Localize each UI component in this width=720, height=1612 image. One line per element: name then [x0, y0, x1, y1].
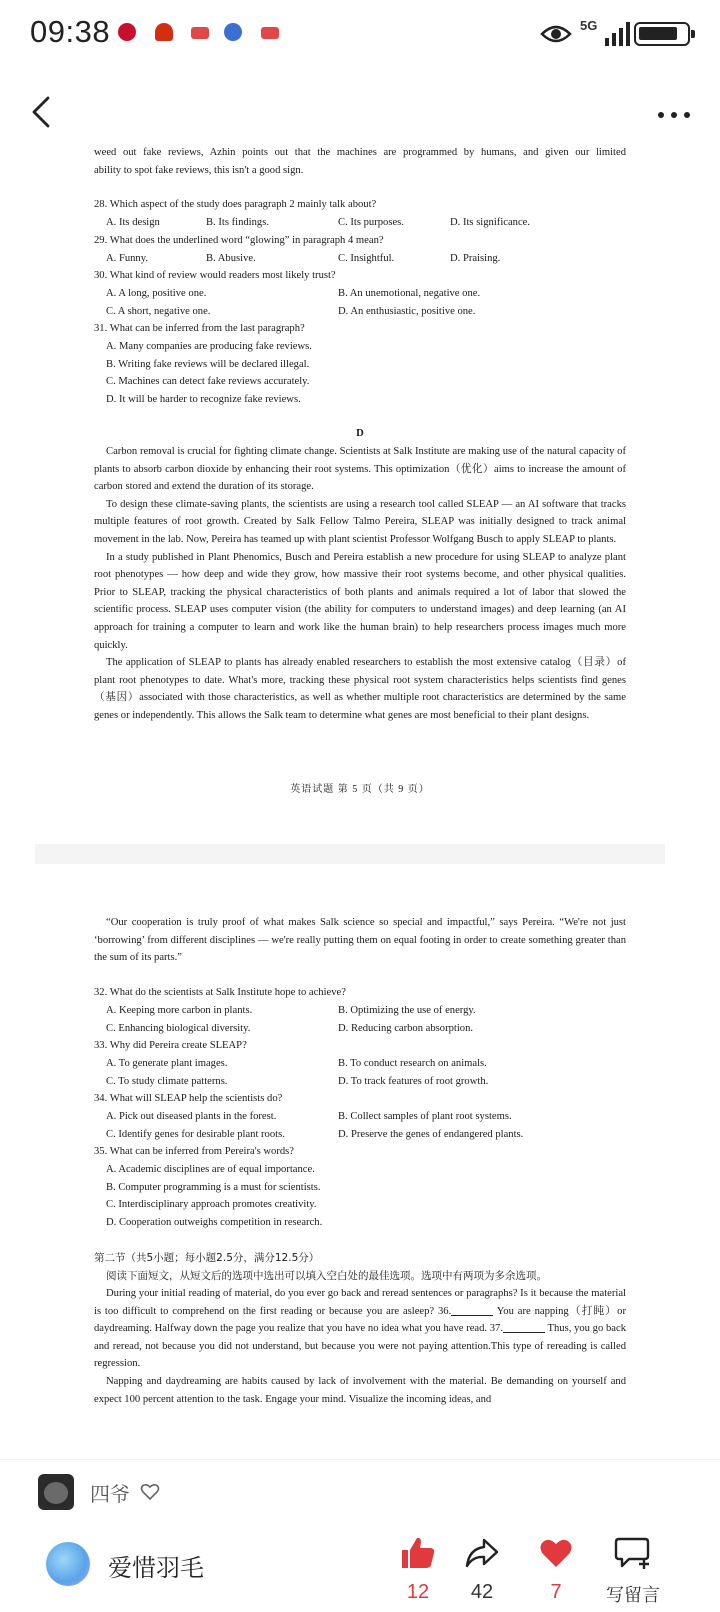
status-bar [0, 0, 720, 70]
option-d: D. To track features of root growth. [338, 1076, 489, 1087]
section-2-instructions: 阅读下面短文，从短文后的选项中选出可以填入空白处的最佳选项。选项中有两项为多余选项。 [106, 1270, 547, 1282]
page-divider [35, 844, 665, 864]
question-28-options [106, 214, 550, 232]
option-c: C. Its purposes. [338, 217, 404, 228]
quote-paragraph [94, 914, 626, 967]
network-type: 5G [580, 18, 598, 33]
author-name[interactable]: 爱惜羽毛 [108, 1554, 204, 1582]
option-b: B. An unemotional, negative one. [338, 288, 481, 299]
option-a: A. To generate plant images. [106, 1058, 228, 1069]
like-count: 12 [406, 1581, 430, 1603]
share-icon [464, 1536, 500, 1570]
blank-36 [451, 1304, 493, 1316]
blank-37 [503, 1321, 545, 1333]
eye-icon [540, 22, 572, 46]
option-d: D. Its significance. [450, 217, 531, 228]
question-32-options-ab [106, 1002, 570, 1020]
heart-outline-icon[interactable] [140, 1482, 160, 1502]
section-2-title: 第二节（共5小题；每小题2.5分，满分12.5分） [94, 1252, 320, 1264]
more-options-icon[interactable] [658, 112, 690, 118]
question-30-options-ab [106, 285, 570, 303]
paragraph: In a study published in Plant Phenomics, Busch and Pereira establish a new procedure for using SLEAP to analyze plant root phenotypes — how deep and wide they grow, how massive their root systems become, and other physical qualities. Prior to SLEAP, tracking the physical characteristics of both plants and animals required a lot of labor that slowed the scientific process. SLEAP uses computer vision (the ability for computers to understand images) and deep learning (an AI approach for training a computer to learn and work like the human brain) to help researchers process images much more quickly. [94, 551, 626, 651]
text-line: ability to spot fake reviews, this isn't a good sign. [94, 165, 304, 176]
option-a: A. Many companies are producing fake reviews. [106, 341, 312, 352]
nav-bar [0, 70, 720, 154]
commenter-avatar[interactable] [38, 1474, 74, 1510]
question-34: 34. What will SLEAP help the scientists do? [94, 1093, 283, 1104]
text-line: weed out fake reviews, Azhin points out that the machines are programmed by humans, and given our limited [94, 147, 626, 158]
question-30: 30. What kind of review would readers most likely trust? [94, 270, 336, 281]
paragraph: “Our cooperation is truly proof of what makes Salk science so special and impactful,” says Pereira. “We're not just ‘borrowing’ from different disciplines — we're really putting them on equal footing in order to create something greater than the sum of its parts.” [94, 917, 626, 964]
favorite-button[interactable] [526, 1536, 586, 1604]
comment-plus-icon [613, 1536, 653, 1570]
app-notification-icon [155, 23, 173, 41]
section-heading: D [356, 428, 364, 439]
question-35: 35. What can be inferred from Pereira's words? [94, 1146, 294, 1157]
author-avatar[interactable] [46, 1542, 90, 1586]
option-b: B. Collect samples of plant root systems. [338, 1111, 512, 1122]
comment-bar [0, 1459, 720, 1612]
paragraph: Carbon removal is crucial for fighting climate change. Scientists at Salk Institute are making use of the natural capacity of plants to absorb carbon dioxide by enhancing their root systems. This optimization（优化）aims to increase the amount of carbon stored and extend the duration of its storage. [94, 446, 626, 493]
page-footer: 英语试题 第 5 页（共 9 页） [290, 784, 430, 795]
option-a: A. Pick out diseased plants in the forest. [106, 1111, 277, 1122]
status-time: 09:38 [30, 14, 111, 49]
share-button[interactable] [452, 1536, 512, 1604]
paragraph: The application of SLEAP to plants has already enabled researchers to establish the most extensive catalog（目录）of plant root phenotypes to date. What's more, tracking these physical root system characteristics helps scientists find genes（基因）associated with those characteristics, as well as whether multiple root characteristics are determined by the same genes or independently. This allows the Salk team to determine what genes are most beneficial to their plant designs. [94, 657, 626, 721]
back-icon[interactable] [24, 92, 64, 132]
option-d: D. Praising. [450, 253, 501, 264]
option-c: C. Enhancing biological diversity. [106, 1023, 251, 1034]
paragraph: Napping and daydreaming are habits caused by lack of involvement with the material. Be demanding on yourself and expect 100 percent attention to the task. Engage your mind. Visualize the incoming ideas, and [94, 1375, 626, 1405]
question-33-options-cd [106, 1073, 570, 1091]
thumbs-up-icon [400, 1536, 436, 1570]
option-b: B. Optimizing the use of energy. [338, 1005, 476, 1016]
option-b: B. To conduct research on animals. [338, 1058, 487, 1069]
option-d: D. It will be harder to recognize fake reviews. [106, 394, 301, 405]
option-a: A. Funny. [106, 253, 148, 264]
option-d: D. Reducing carbon absorption. [338, 1023, 474, 1034]
write-comment-label: 写留言 [606, 1585, 660, 1606]
question-34-options-cd [106, 1126, 570, 1144]
question-32-options-cd [106, 1020, 570, 1038]
signal-icon [597, 18, 637, 48]
option-c: C. Identify genes for desirable plant roots. [106, 1129, 285, 1140]
question-32: 32. What do the scientists at Salk Institute hope to achieve? [94, 987, 346, 998]
like-button[interactable] [388, 1536, 448, 1604]
option-b: B. Writing fake reviews will be declared illegal. [106, 359, 310, 370]
option-c: C. A short, negative one. [106, 306, 211, 317]
paragraph: To design these climate-saving plants, the scientists are using a research tool called SLEAP — an AI software that tracks multiple features of root growth. Created by Salk Fellow Talmo Pereira, SLEAP was initially designed to track animal movement in the lab. Now, Pereira has teamed up with plant scientist Professor Wolfgang Busch to apply SLEAP to plants. [94, 498, 626, 545]
app-notification-icon [191, 27, 209, 39]
question-30-options-cd [106, 303, 570, 321]
paragraph: During your initial reading of material, do you ever go back and reread sentences or paragraphs? Is it because the material is too difficult to comprehend on the first reading or because you are asleep? 36. You are napping（打盹）or daydreaming. Halfway down the page you realize that you have no idea what you have read. 37. Thus, you go back and reread, not because you did not understand, but because you were not paying attention.This type of rereading is called regression. [94, 1288, 626, 1370]
option-a: A. Academic disciplines are of equal importance. [106, 1164, 315, 1175]
heart-icon [538, 1536, 574, 1570]
question-29-options [106, 250, 550, 268]
option-c: C. Machines can detect fake reviews accurately. [106, 376, 310, 387]
question-33: 33. Why did Pereira create SLEAP? [94, 1040, 247, 1051]
option-b: B. Abusive. [206, 253, 256, 264]
option-a: A. Its design [106, 217, 160, 228]
option-c: C. To study climate patterns. [106, 1076, 228, 1087]
option-c: C. Insightful. [338, 253, 395, 264]
question-28: 28. Which aspect of the study does paragraph 2 mainly talk about? [94, 199, 377, 210]
app-notification-icon [118, 23, 136, 41]
write-comment-button[interactable] [598, 1536, 668, 1607]
favorite-count: 7 [550, 1581, 562, 1603]
app-notification-icon [261, 27, 279, 39]
question-31: 31. What can be inferred from the last paragraph? [94, 323, 305, 334]
battery-icon [634, 22, 690, 46]
option-b: B. Its findings. [206, 217, 269, 228]
option-c: C. Interdisciplinary approach promotes creativity. [106, 1199, 317, 1210]
option-d: D. An enthusiastic, positive one. [338, 306, 476, 317]
cloze-passage [94, 1285, 626, 1408]
document-viewer[interactable] [0, 147, 720, 1459]
commenter-name[interactable]: 四爷 [90, 1482, 130, 1506]
option-a: A. A long, positive one. [106, 288, 207, 299]
option-b: B. Computer programming is a must for scientists. [106, 1182, 321, 1193]
question-34-options-ab [106, 1108, 570, 1126]
share-count: 42 [470, 1581, 494, 1603]
passage-d [94, 443, 626, 725]
option-d: D. Cooperation outweighs competition in research. [106, 1217, 323, 1228]
option-a: A. Keeping more carbon in plants. [106, 1005, 253, 1016]
option-d: D. Preserve the genes of endangered plants. [338, 1129, 524, 1140]
app-notification-icon [224, 23, 242, 41]
question-29: 29. What does the underlined word “glowing” in paragraph 4 mean? [94, 235, 384, 246]
question-33-options-ab [106, 1055, 570, 1073]
